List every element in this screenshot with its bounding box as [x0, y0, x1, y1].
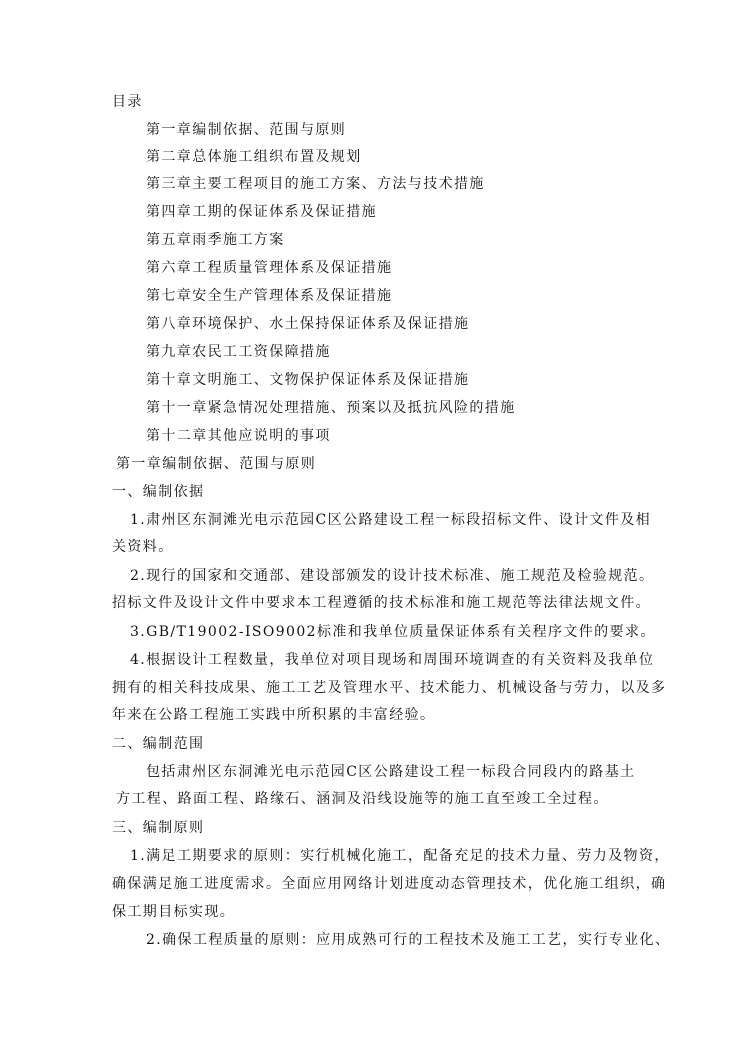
paragraph-line: 关资料。	[112, 539, 174, 555]
paragraph-line: 2.现行的国家和交通部、建设部颁发的设计技术标准、施工规范及检验规范。	[130, 568, 655, 584]
toc-item-5: 第五章雨季施工方案	[146, 232, 285, 248]
toc-item-8: 第八章环境保护、水土保持保证体系及保证措施	[146, 316, 470, 332]
section-heading-3: 三、编制原则	[112, 820, 205, 836]
toc-item-7: 第七章安全生产管理体系及保证措施	[146, 288, 393, 304]
toc-item-4: 第四章工期的保证体系及保证措施	[146, 204, 377, 220]
section-heading-2: 二、编制范围	[112, 736, 205, 752]
toc-item-3: 第三章主要工程项目的施工方案、方法与技术措施	[146, 176, 485, 192]
paragraph-line: 2.确保工程质量的原则：应用成熟可行的工程技术及施工工艺，实行专业化、	[146, 932, 671, 948]
toc-item-11: 第十一章紧急情况处理措施、预案以及抵抗风险的措施	[146, 400, 516, 416]
section-heading-1: 一、编制依据	[112, 484, 205, 500]
paragraph-line: 方工程、路面工程、路缘石、涵洞及沿线设施等的施工直至竣工全过程。	[116, 791, 609, 807]
toc-title: 目录	[112, 94, 143, 110]
paragraph-line: 保工期目标实现。	[112, 904, 236, 920]
paragraph-line: 1.满足工期要求的原则：实行机械化施工，配备充足的技术力量、劳力及物资，	[130, 848, 670, 864]
paragraph-line: 1.肃州区东洞滩光电示范园C区公路建设工程一标段招标文件、设计文件及相	[130, 512, 652, 528]
paragraph-line: 确保满足施工进度需求。全面应用网络计划进度动态管理技术，优化施工组织，确	[112, 876, 667, 892]
paragraph-line: 4.根据设计工程数量，我单位对项目现场和周围环境调查的有关资料及我单位	[130, 652, 655, 668]
toc-item-9: 第九章农民工工资保障措施	[146, 344, 331, 360]
toc-item-6: 第六章工程质量管理体系及保证措施	[146, 260, 393, 276]
toc-item-12: 第十二章其他应说明的事项	[146, 428, 331, 444]
paragraph-line: 3.GB/T19002-ISO9002标准和我单位质量保证体系有关程序文件的要求。	[130, 624, 656, 640]
paragraph-line: 拥有的相关科技成果、施工工艺及管理水平、技术能力、机械设备与劳力，以及多	[112, 680, 667, 696]
toc-item-2: 第二章总体施工组织布置及规划	[146, 149, 362, 165]
paragraph-line: 年来在公路工程施工实践中所积累的丰富经验。	[112, 707, 436, 723]
paragraph-line: 包括肃州区东洞滩光电示范园C区公路建设工程一标段合同段内的路基土	[146, 764, 636, 780]
toc-item-1: 第一章编制依据、范围与原则	[146, 122, 347, 138]
paragraph-line: 招标文件及设计文件中要求本工程遵循的技术标准和施工规范等法律法规文件。	[112, 595, 651, 611]
chapter-title: 第一章编制依据、范围与原则	[116, 456, 317, 472]
toc-item-10: 第十章文明施工、文物保护保证体系及保证措施	[146, 372, 470, 388]
